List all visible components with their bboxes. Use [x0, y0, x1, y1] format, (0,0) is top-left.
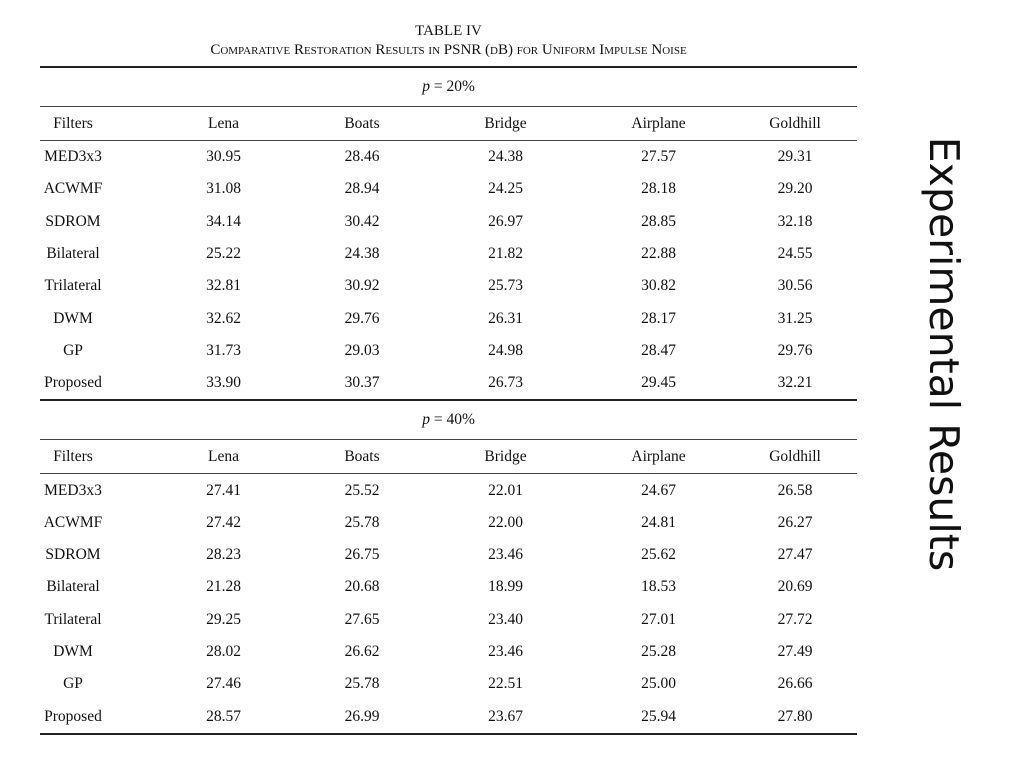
psnr-value-cell: 27.57	[641, 148, 676, 166]
filter-name-cell	[40, 206, 150, 238]
psnr-value-cell: 21.82	[488, 245, 523, 263]
column-header: Boats	[297, 107, 427, 141]
table-row	[40, 367, 857, 400]
psnr-value-cell: 20.69	[777, 578, 813, 596]
table-row	[40, 507, 857, 539]
psnr-value-cell: 30.56	[777, 277, 813, 295]
psnr-value-cell: 24.81	[641, 513, 676, 531]
column-header: Lena	[150, 107, 297, 141]
psnr-value-cell: 23.67	[427, 700, 584, 733]
psnr-value-cell: 18.53	[641, 578, 676, 596]
noise-level-variable: p	[422, 78, 430, 95]
slide-side-title: Experimental Results	[920, 136, 968, 572]
psnr-value-cell: 23.40	[488, 610, 523, 628]
psnr-value-cell: 22.51	[488, 675, 523, 693]
filter-name: MED3x3	[44, 148, 102, 166]
filter-name-cell	[40, 474, 150, 507]
psnr-value-cell: 18.99	[488, 578, 523, 596]
psnr-value-cell: 27.42	[206, 513, 241, 531]
psnr-value-cell: 27.46	[206, 675, 241, 693]
table-row	[40, 474, 857, 507]
filter-name-cell	[40, 507, 150, 539]
filter-name-cell	[40, 141, 150, 174]
table-title: TABLE IV	[415, 23, 482, 39]
column-header: Boats	[297, 440, 427, 474]
psnr-value-cell: 24.98	[488, 341, 523, 359]
filter-name: ACWMF	[43, 180, 103, 198]
psnr-value-cell: 25.28	[641, 643, 676, 660]
psnr-value-cell: 21.28	[206, 578, 241, 596]
filter-name: DWM	[53, 309, 93, 327]
table-row	[40, 173, 857, 205]
psnr-value-cell: 28.85	[641, 212, 676, 230]
psnr-value-cell: 25.78	[344, 675, 380, 693]
filter-name: SDROM	[45, 212, 101, 230]
filter-name-cell	[40, 173, 150, 205]
psnr-value-cell: 24.55	[777, 245, 813, 263]
psnr-value-cell: 26.97	[488, 212, 523, 230]
psnr-value-cell: 28.17	[641, 309, 676, 327]
psnr-value-cell: 24.25	[488, 180, 523, 198]
filter-name-cell	[40, 367, 150, 400]
psnr-value-cell: 29.03	[344, 341, 380, 359]
filter-name: GP	[63, 675, 83, 693]
psnr-value-cell: 32.18	[777, 212, 813, 230]
psnr-value-cell: 26.27	[777, 513, 813, 531]
noise-level-label	[40, 400, 857, 440]
psnr-value-cell: 24.38	[344, 245, 380, 263]
psnr-value-cell: 22.88	[641, 245, 676, 263]
table-row	[40, 238, 857, 270]
filter-name: Proposed	[44, 374, 102, 392]
section-header-row	[40, 400, 857, 440]
noise-level-value: = 40%	[429, 411, 475, 429]
column-header	[40, 107, 150, 141]
psnr-value-cell: 29.76	[777, 341, 813, 359]
filter-name: Trilateral	[44, 610, 102, 628]
column-header: Airplane	[584, 440, 733, 474]
column-header: Goldhill	[733, 107, 857, 141]
psnr-value-cell: 25.94	[584, 700, 733, 733]
psnr-value-cell: 25.22	[206, 245, 241, 263]
psnr-value-cell: 32.62	[206, 309, 241, 327]
psnr-value-cell: 31.73	[206, 341, 241, 359]
psnr-value-cell: 29.31	[777, 148, 813, 166]
results-table	[40, 66, 857, 735]
filter-name-cell	[40, 668, 150, 700]
psnr-value-cell: 27.41	[206, 481, 241, 499]
psnr-value-cell: 25.62	[641, 546, 676, 564]
table-body	[40, 67, 857, 734]
column-header: Airplane	[584, 107, 733, 141]
psnr-value-cell: 28.94	[344, 180, 380, 198]
noise-level-label	[40, 67, 857, 107]
column-header-label: Filters	[53, 114, 93, 132]
table-row	[40, 206, 857, 238]
psnr-value-cell: 33.90	[206, 374, 241, 392]
psnr-value-cell: 30.95	[206, 148, 241, 166]
psnr-value-cell: 31.25	[777, 309, 813, 327]
table-row	[40, 539, 857, 571]
psnr-value-cell: 22.01	[488, 481, 523, 499]
psnr-value-cell: 27.72	[777, 610, 813, 628]
psnr-value-cell: 29.76	[344, 309, 380, 327]
psnr-value-cell: 30.92	[344, 277, 380, 295]
psnr-value-cell: 23.46	[488, 643, 523, 660]
filter-name-cell	[40, 335, 150, 367]
psnr-value-cell: 22.00	[488, 513, 523, 531]
psnr-value-cell: 30.42	[344, 212, 380, 230]
filter-name-cell	[40, 571, 150, 603]
table-row	[40, 604, 857, 636]
psnr-value-cell: 26.75	[344, 546, 380, 564]
column-header-row	[40, 107, 857, 141]
psnr-value-cell: 29.25	[206, 610, 241, 628]
psnr-value-cell: 28.46	[344, 148, 380, 166]
column-header-label: Filters	[53, 447, 93, 465]
table-caption: Comparative Restoration Results in PSNR (dB) for Uniform Impulse Noise	[210, 42, 687, 58]
filter-name: Bilateral	[46, 245, 100, 263]
column-header: Bridge	[427, 107, 584, 141]
noise-level-variable: p	[422, 411, 430, 429]
psnr-value-cell: 26.31	[488, 309, 523, 327]
filter-name-cell	[40, 700, 150, 733]
psnr-value-cell: 26.62	[344, 643, 380, 660]
table-row	[40, 571, 857, 603]
filter-name-cell	[40, 604, 150, 636]
section-header-row	[40, 67, 857, 107]
filter-name-cell	[40, 270, 150, 302]
filter-name-cell	[40, 302, 150, 334]
psnr-value-cell: 27.47	[777, 546, 813, 564]
psnr-value-cell: 28.18	[641, 180, 676, 198]
column-header-row	[40, 440, 857, 474]
psnr-value-cell: 28.23	[206, 546, 241, 564]
psnr-value-cell: 26.73	[488, 374, 523, 392]
psnr-value-cell: 26.58	[777, 481, 813, 499]
psnr-value-cell: 28.02	[206, 643, 241, 660]
table-row	[40, 668, 857, 700]
psnr-value-cell: 28.47	[641, 341, 676, 359]
psnr-value-cell: 30.37	[344, 374, 380, 392]
table-row	[40, 141, 857, 174]
psnr-value-cell: 32.21	[777, 374, 813, 392]
filter-name-cell	[40, 238, 150, 270]
filter-name: SDROM	[45, 546, 101, 564]
psnr-value-cell: 23.46	[488, 546, 523, 564]
psnr-value-cell: 24.38	[488, 148, 523, 166]
column-header: Goldhill	[733, 440, 857, 474]
filter-name: DWM	[53, 643, 93, 660]
filter-name: Trilateral	[44, 277, 102, 295]
filter-name: Bilateral	[46, 578, 100, 596]
column-header: Lena	[150, 440, 297, 474]
psnr-value-cell: 25.78	[344, 513, 380, 531]
psnr-value-cell: 25.52	[344, 481, 380, 499]
filter-name: MED3x3	[44, 481, 102, 499]
filter-name-cell	[40, 539, 150, 571]
psnr-value-cell: 29.45	[641, 374, 676, 392]
column-header: Bridge	[427, 440, 584, 474]
filter-name: ACWMF	[43, 513, 103, 531]
table-row	[40, 270, 857, 302]
table-row	[40, 335, 857, 367]
psnr-value-cell: 25.00	[641, 675, 676, 693]
table-row	[40, 636, 857, 668]
filter-name: Proposed	[44, 707, 102, 725]
psnr-value-cell: 32.81	[206, 277, 241, 295]
psnr-value-cell: 29.20	[777, 180, 813, 198]
psnr-value-cell: 27.01	[641, 610, 676, 628]
filter-name: GP	[63, 341, 83, 359]
psnr-value-cell: 27.80	[733, 700, 857, 733]
psnr-value-cell: 26.66	[777, 675, 813, 693]
table-row	[40, 700, 857, 733]
table-row	[40, 302, 857, 334]
psnr-value-cell: 34.14	[206, 212, 241, 230]
psnr-value-cell: 25.73	[488, 277, 523, 295]
psnr-value-cell: 30.82	[641, 277, 676, 295]
psnr-value-cell: 27.49	[777, 643, 813, 660]
noise-level-value: = 20%	[429, 78, 475, 95]
column-header	[40, 440, 150, 474]
filter-name-cell	[40, 636, 150, 668]
psnr-value-cell: 28.57	[150, 700, 297, 733]
psnr-value-cell: 31.08	[206, 180, 241, 198]
psnr-value-cell: 27.65	[344, 610, 380, 628]
psnr-value-cell: 24.67	[641, 481, 676, 499]
psnr-value-cell: 26.99	[297, 700, 427, 733]
psnr-value-cell: 20.68	[344, 578, 380, 596]
